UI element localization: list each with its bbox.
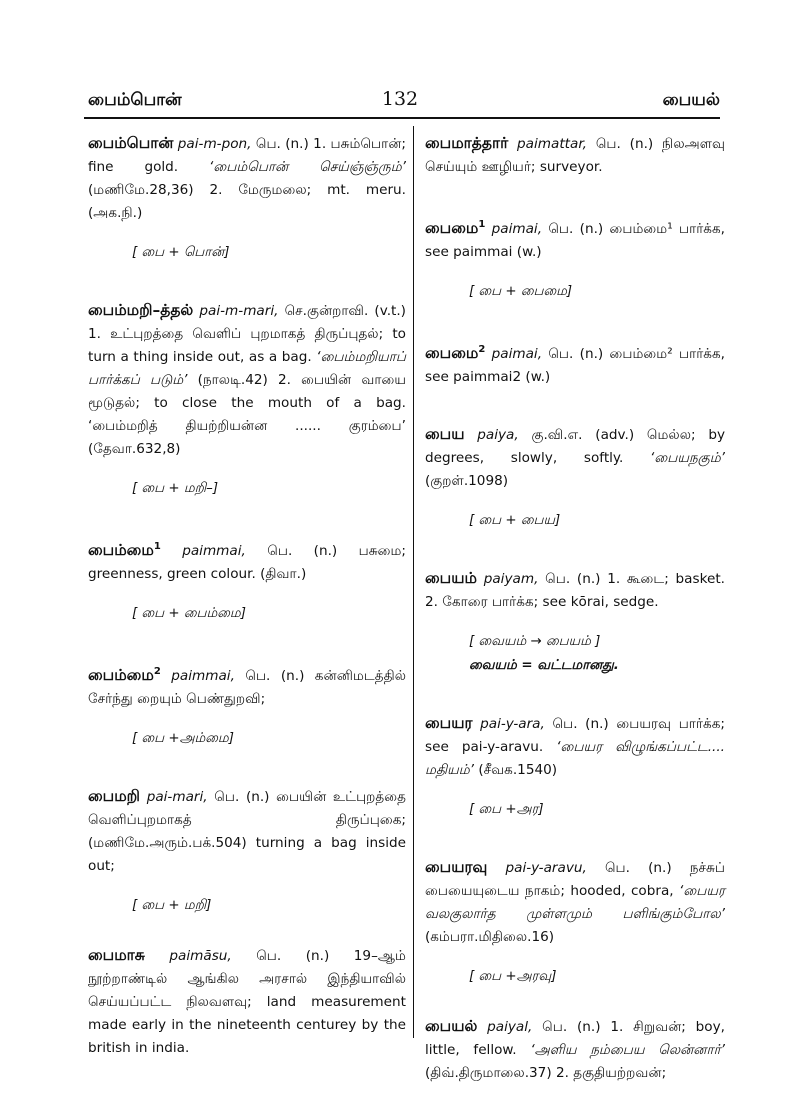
definition: பெ. (n.) 1. சிறுவன்; boy, little, fellow.	[425, 1019, 725, 1059]
headword: பைமை$^1$	[425, 219, 486, 238]
transliteration: paimmai,	[182, 543, 246, 560]
etymology: [ பை + மறி]	[132, 898, 212, 914]
entry	[88, 132, 406, 225]
entry	[425, 338, 725, 389]
headword: பைமாசு	[88, 946, 145, 965]
entry	[425, 567, 725, 614]
etymology: [ பை + பைய]	[469, 513, 561, 529]
headword: பைய	[425, 425, 465, 444]
etymology-note: வையம் = வட்டமானது.	[469, 658, 619, 674]
citation: (கம்பரா.மிதிலை.16)	[425, 929, 555, 946]
etymology: [ பை +அரவு]	[469, 969, 557, 985]
headword: பையரவு	[425, 858, 488, 877]
transliteration: pai-mari,	[146, 789, 208, 806]
definition: பெ. (n.) பசுமை; greenness, green colour. (திவா.)	[88, 543, 406, 583]
citation: (குறள்.1098)	[425, 473, 509, 490]
definition: செ.குன்றாவி. (v.t.) 1. உட்புறத்தை வெளிப் புறமாகத் திருப்புதல்; to turn a thing inside out, as a bag.	[88, 303, 406, 365]
quotation: ‘அளிய நம்பைய லென்னார்’	[530, 1042, 725, 1059]
citation: (சீவக.1540)	[474, 762, 558, 779]
headword: பையல்	[425, 1017, 478, 1036]
etymology: [ பை +அம்மை]	[132, 731, 234, 747]
transliteration: paimattar,	[517, 136, 587, 152]
definition: பெ. (n.) 1. பசும்பொன்; fine gold.	[88, 136, 407, 175]
quotation: ‘பைம்பொன் செய்ஞ்ஞ்ரும்’	[209, 159, 407, 175]
transliteration: pai-m-pon,	[177, 136, 252, 152]
column-divider	[413, 126, 414, 1038]
header-rule	[84, 117, 720, 119]
right-column	[425, 132, 725, 1085]
headword: பைம்மறி–த்தல்	[88, 301, 194, 319]
entry	[88, 535, 406, 586]
entry	[425, 856, 725, 949]
quotation: ‘பையர வலகுலார்த முள்ளமும் பளிங்கும்போல’	[425, 883, 725, 923]
headword: பைம்மை$^1$	[88, 541, 161, 560]
citation: (திவ்.திருமாலை.37) 2. தகுதியற்றவன்;	[425, 1065, 667, 1082]
entry	[88, 944, 406, 1060]
quotation: ‘பையர விழுங்கப்பட்ட.... மதியம்’	[425, 739, 725, 779]
transliteration: paiya,	[477, 427, 519, 444]
header-right-guide-word: பையல்	[662, 90, 720, 110]
definition: பெ. (n.) கன்னிமடத்தில் சேர்ந்து றையும் பெண்துறவி;	[88, 668, 406, 708]
etymology: [ பை + மறி–]	[132, 481, 219, 496]
etymology: [ பை +அர]	[469, 802, 544, 818]
transliteration: pai-y-ara,	[480, 716, 545, 733]
transliteration: paimmai,	[171, 668, 235, 685]
headword: பைம்பொன்	[88, 134, 174, 152]
header-left-guide-word: பைம்பொன்	[88, 90, 182, 110]
definition: பெ. (n.) பைம்மை² பார்க்க, see paimmai2 (w.)	[425, 346, 726, 386]
transliteration: pai-y-aravu,	[505, 860, 587, 877]
transliteration: paimai,	[491, 221, 543, 238]
transliteration: paimāsu,	[169, 948, 232, 965]
transliteration: paimai,	[491, 346, 543, 363]
definition: கு.வி.எ. (adv.) மெல்ல; by degrees, slowly, softly.	[425, 427, 725, 467]
definition: பெ. (n.) நிலஅளவு செய்யும் ஊழியர்; surveyor.	[425, 136, 725, 175]
etymology: [ பை + பொன்]	[132, 245, 230, 260]
transliteration: paiyal,	[487, 1019, 533, 1036]
entry	[425, 213, 725, 264]
transliteration: pai-m-mari,	[199, 303, 279, 319]
entry	[425, 1015, 725, 1085]
etymology: [ வையம் → பையம் ]	[469, 634, 601, 650]
page-number: 132	[381, 88, 419, 110]
entry	[425, 423, 725, 493]
definition: பெ. (n.) பையின் உட்புறத்தை வெளிப்புறமாகத் திருப்புகை; (மணிமே.அரும்.பக்.504) turning a bag inside out;	[88, 789, 407, 875]
transliteration: paiyam,	[483, 571, 539, 588]
headword: பைமாத்தார்	[425, 134, 509, 152]
quotation: ‘பைம்மறியாப் பார்க்கப் படும்’	[88, 349, 406, 388]
entry	[425, 712, 725, 782]
etymology: [ பை + பைமை]	[469, 284, 573, 300]
citation: (மணிமே.28,36) 2. மேருமலை; mt. meru. (அக.நி.)	[88, 182, 406, 221]
headword: பைமறி	[88, 787, 141, 806]
headword: பையர	[425, 714, 473, 733]
entry	[88, 660, 406, 711]
definition: பெ. (n.) பைம்மை¹ பார்க்க, see paimmai (w.)	[425, 221, 726, 261]
left-column	[88, 132, 406, 1060]
etymology: [ பை + பைம்மை]	[132, 606, 246, 622]
entry	[88, 299, 406, 461]
headword: பையம்	[425, 569, 477, 588]
definition: பெ. (n.) 19–ஆம் நூற்றாண்டில் ஆங்கில அரசால் இந்தியாவில் செய்யப்பட்ட நிலவளவு; land measurement made early in the nineteenth centurey by the british in india.	[88, 948, 406, 1057]
headword: பைமை$^2$	[425, 344, 486, 363]
quotation: ‘பையநகும்’	[650, 450, 725, 467]
citation: (நாலடி.42) 2. பையின் வாயை மூடுதல்; to close the mouth of a bag. ‘பைம்மறித் தியற்றியன்ன ...... குரம்பை’ (தேவா.632,8)	[88, 372, 407, 457]
entry	[88, 785, 406, 878]
definition: பெ. (n.) நச்சுப் பையையுடைய நாகம்; hooded, cobra,	[425, 860, 726, 900]
entry	[425, 132, 725, 179]
headword: பைம்மை$^2$	[88, 666, 161, 685]
definition: பெ. (n.) 1. கூடை; basket. 2. கோரை பார்க்க; see kōrai, sedge.	[425, 571, 725, 611]
definition: பெ. (n.) பையரவு பார்க்க; see pai-y-aravu.	[425, 716, 725, 756]
